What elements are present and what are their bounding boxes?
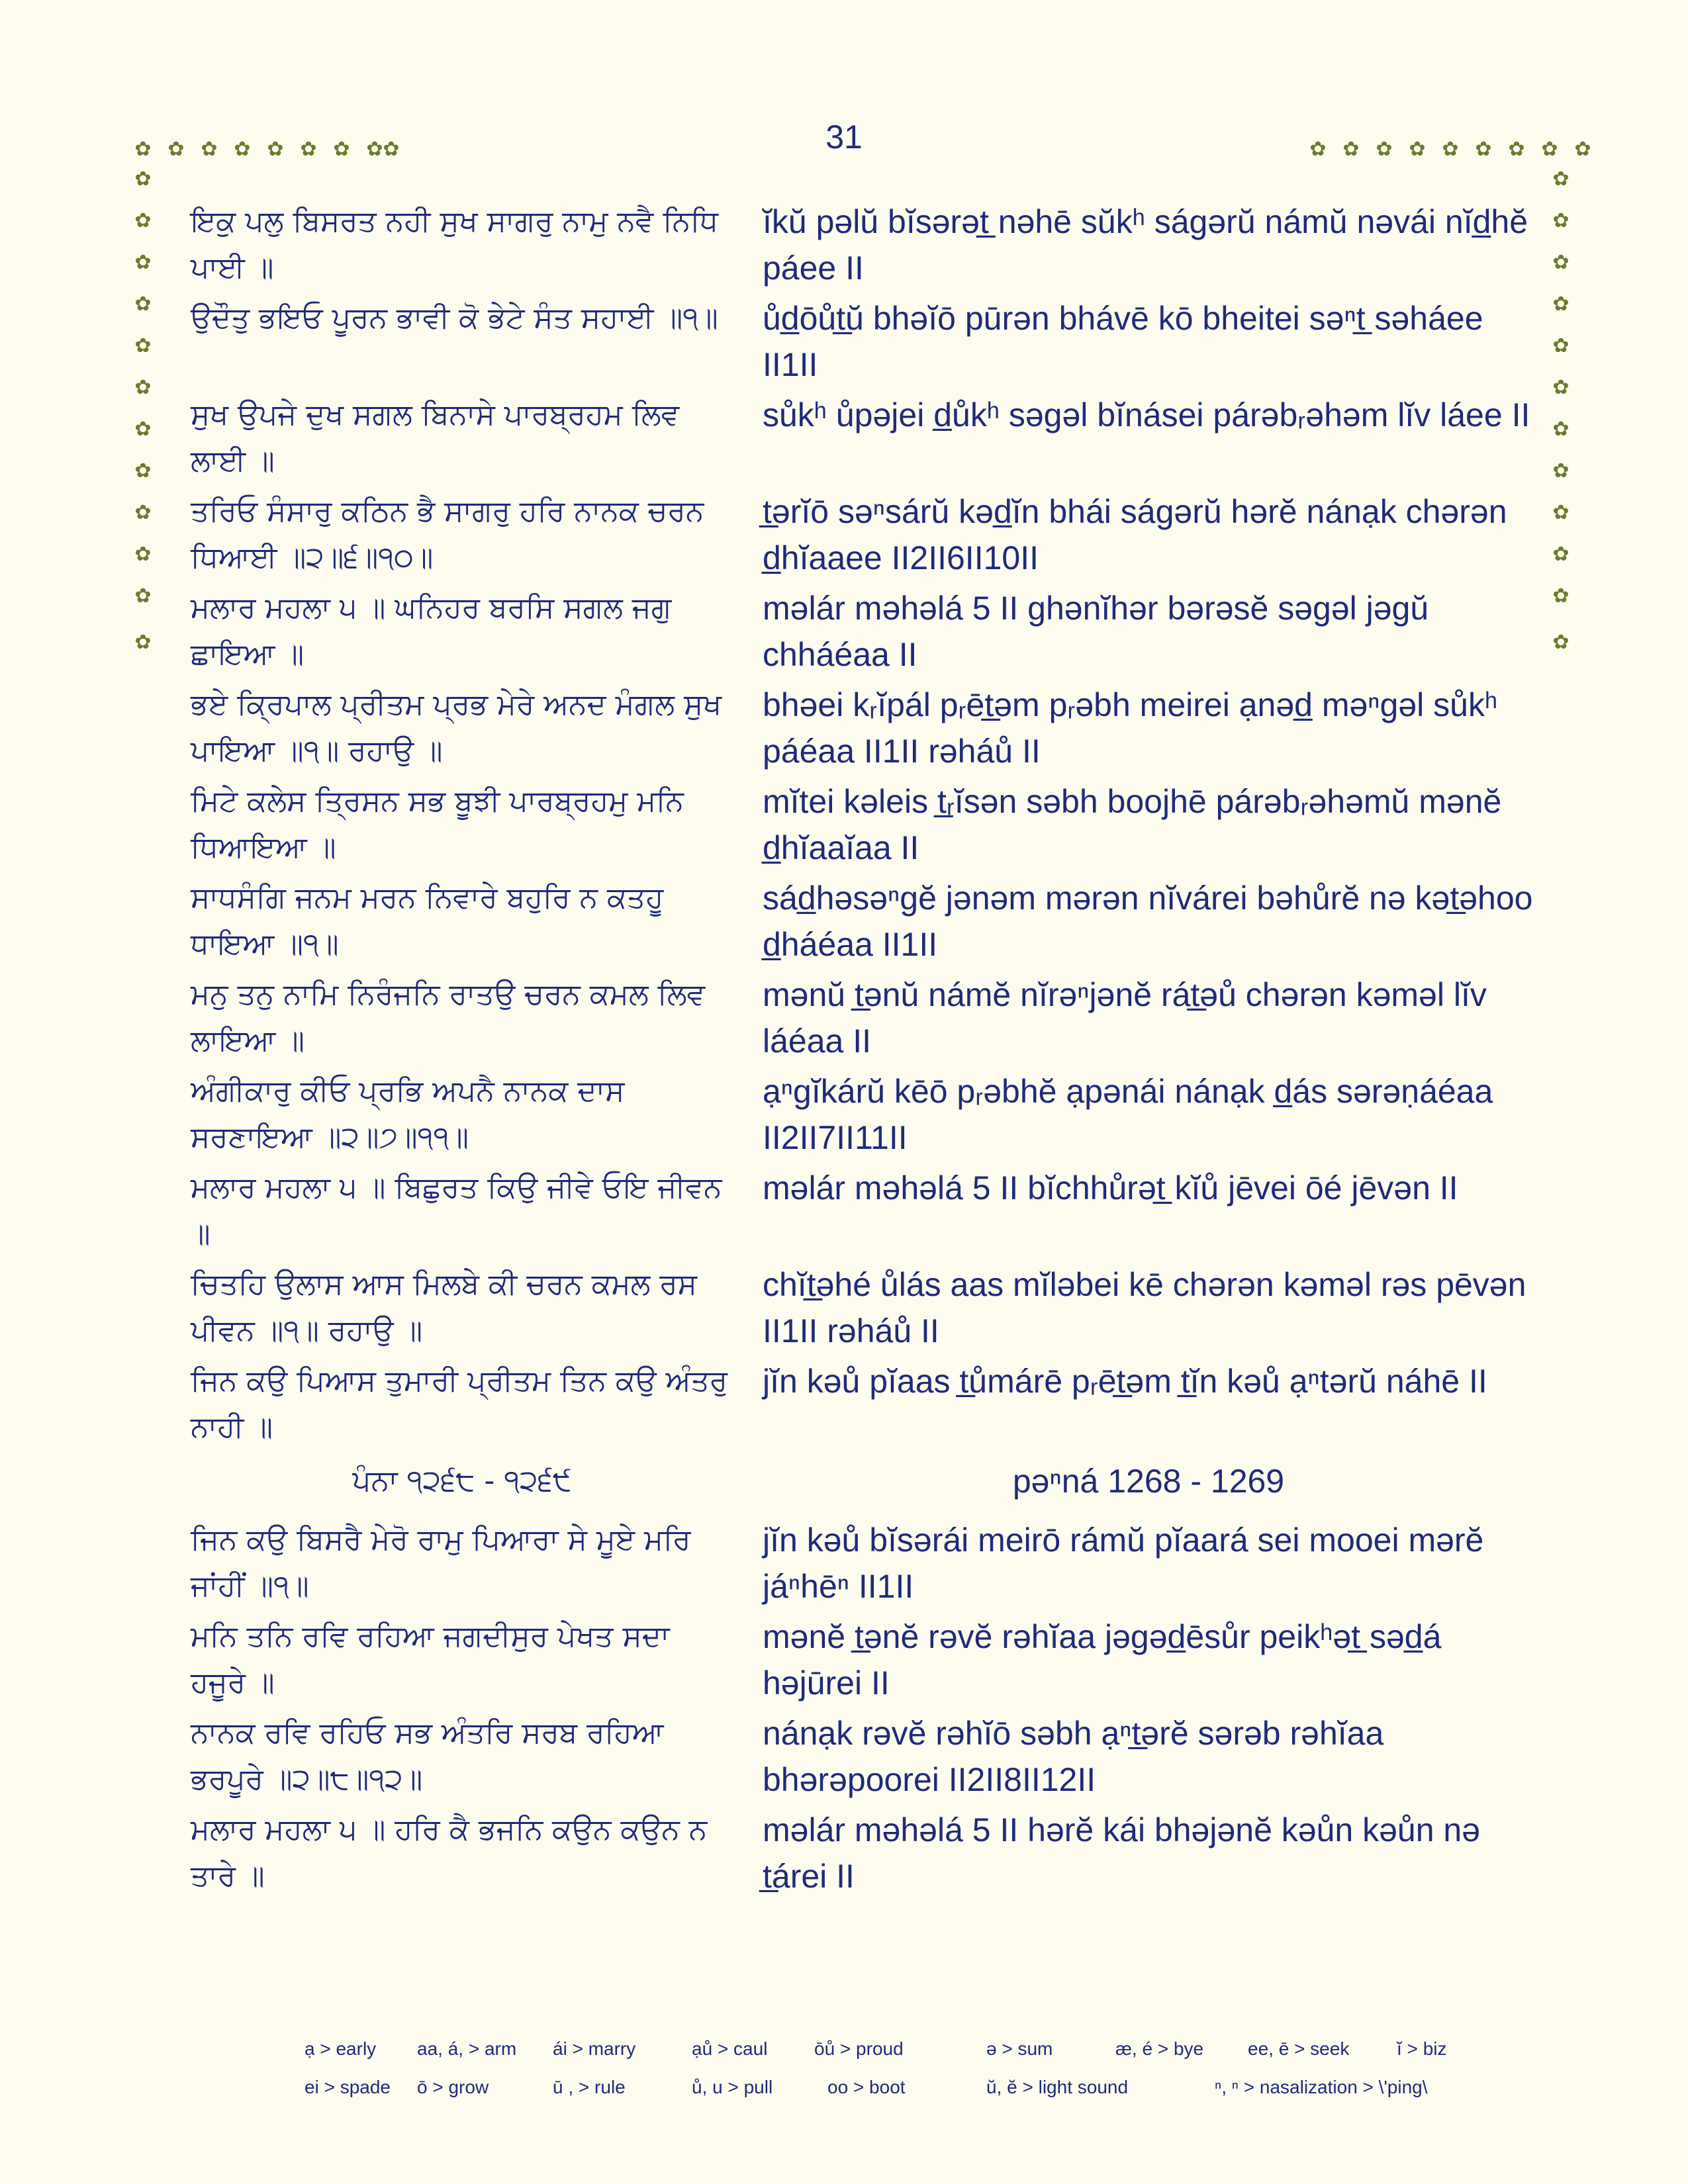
flower-ornament-icon: ✿ [1552,251,1570,274]
legend-item: ōů > proud [814,2038,904,2059]
verse-row [191,1710,1534,1803]
transliteration-line: mənĕ t̲ənĕ rəvĕ rəhĭaa jəgəd̲ēsůr peikʰət̲ səd̲á həjūrei II [763,1618,1442,1702]
gurmukhi-line: ਸਾਧਸੰਗਿ ਜਨਮ ਮਰਨ ਨਿਵਾਰੇ ਬਹੁਰਿ ਨ ਕਤਹੂ ਧਾਇਆ ॥੧॥ [191,881,664,961]
verse-row [191,1614,1534,1706]
gurmukhi-line: ਅੰਗੀਕਾਰੁ ਕੀਓ ਪ੍ਰਭਿ ਅਪਨੈ ਨਾਨਕ ਦਾਸ ਸਰਣਾਇਆ ॥੨॥੭॥੧੧॥ [191,1074,625,1154]
legend-item: ů, u > pull [692,2077,773,2097]
page-reference-row [191,1455,1534,1508]
verse-row [191,392,1534,484]
transliteration-line: ạⁿgĭkárŭ kēō pᵣəbhĕ ạpənái nánạk d̲ás sərəṇáéaa II2II7II11II [763,1073,1493,1156]
transliteration-line: sůkʰ ůpəjei d̲ůkʰ səgəl bĭnásei párəbᵣəhəm lĭv láee II [763,396,1530,433]
flower-ornament-icon: ✿ [1552,376,1570,399]
verse-row [191,1068,1534,1161]
flower-ornament-icon: ✿ [1552,543,1570,566]
verse-row [191,199,1534,291]
flower-ornament-icon: ✿ [1508,138,1525,161]
verse-row [191,972,1534,1064]
legend-item: ei > spade [305,2077,391,2097]
flower-ornament-icon: ✿ [134,167,152,191]
gurmukhi-line: ਇਕੁ ਪਲੁ ਬਿਸਰਤ ਨਹੀ ਸੁਖ ਸਾਗਰੁ ਨਾਮੁ ਨਵੈ ਨਿਧਿ ਪਾਈ ॥ [191,205,719,285]
flower-ornament-icon: ✿ [134,251,152,274]
transliteration-line: mənŭ t̲ənŭ námĕ nĭrəⁿjənĕ rát̲əů chərən kəməl lĭv láéaa II [763,976,1487,1060]
transliteration-line: mĭtei kəleis t̲ᵣĭsən səbh boojhē párəbᵣəhəmŭ mənĕ d̲hĭaaĭaa II [763,783,1502,866]
gurmukhi-line: ਤਰਿਓ ਸੰਸਾਰੁ ਕਠਿਨ ਭੈ ਸਾਗਰੁ ਹਰਿ ਨਾਨਕ ਚਰਨ ਧਿਆਈ ॥੨॥੬॥੧੦॥ [191,494,704,574]
flower-ornament-icon: ✿ [134,459,152,482]
flower-ornament-icon: ✿ [1552,334,1570,357]
gurmukhi-line: ਭਏ ਕ੍ਰਿਪਾਲ ਪ੍ਰੀਤਮ ਪ੍ਰਭ ਮੇਰੇ ਅਨਦ ਮੰਗਲ ਸੁਖ ਪਾਇਆ ॥੧॥ ਰਹਾਉ ॥ [191,688,722,768]
flower-ornament-icon: ✿ [167,138,185,161]
flower-ornament-icon: ✿ [201,138,218,161]
transliteration-line: ůd̲ōůt̲ŭ bhəĭō pūrən bhávē kō bheitei səⁿt̲ səháee II1II [763,300,1483,383]
flower-ornament-icon: ✿ [1541,138,1558,161]
flower-ornament-icon: ✿ [134,543,152,566]
flower-ornament-icon: ✿ [1442,138,1459,161]
transliteration-line: jĭn kəů bĭsərái meirō rámŭ pĭaará sei mooei mərĕ jáⁿhēⁿ II1II [763,1522,1484,1605]
legend-item: ee, ē > seek [1248,2038,1350,2059]
flower-ornament-icon: ✿ [1309,138,1327,161]
verse-row [191,875,1534,968]
flower-ornament-icon: ✿ [134,293,152,316]
transliteration-line: sád̲həsəⁿgĕ jənəm mərən nĭvárei bəhůrĕ nə kət̲əhoo d̲háéaa II1II [763,880,1533,963]
flower-ornament-icon: ✿ [267,138,284,161]
flower-ornament-icon: ✿ [134,418,152,441]
verse-content [191,199,1534,1903]
legend-item: oo > boot [827,2077,906,2097]
gurmukhi-line: ਮਲਾਰ ਮਹਲਾ ੫ ॥ ਹਰਿ ਕੈ ਭਜਨਿ ਕਉਨ ਕਉਨ ਨ ਤਾਰੇ ॥ [191,1813,708,1893]
flower-ornament-icon: ✿ [1552,631,1570,654]
transliteration-line: nánạk rəvĕ rəhĭō səbh ạⁿt̲ərĕ sərəb rəhĭaa bhərəpoorei II2II8II12II [763,1715,1384,1798]
flower-ornament-icon: ✿ [134,209,152,232]
legend-row [305,2038,1496,2077]
legend-item: aa, á, > arm [417,2038,517,2059]
flower-ornament-icon: ✿ [1342,138,1360,161]
flower-ornament-icon: ✿ [1552,501,1570,524]
gurmukhi-line: ਮਲਾਰ ਮਹਲਾ ੫ ॥ ਘਨਿਹਰ ਬਰਸਿ ਸਗਲ ਜਗੁ ਛਾਇਆ ॥ [191,591,672,671]
gurmukhi-line: ਮਲਾਰ ਮਹਲਾ ੫ ॥ ਬਿਛੁਰਤ ਕਿਉ ਜੀਵੇ ਓਇ ਜੀਵਨ ॥ [191,1171,722,1251]
flower-ornament-icon: ✿ [134,138,152,161]
page-reference-gurmukhi: ਪੰਨਾ ੧੨੬੮ - ੧੨੬੯ [352,1464,572,1498]
verse-row [191,585,1534,678]
flower-ornament-icon: ✿ [1552,167,1570,191]
legend-item: ĭ > biz [1397,2038,1447,2059]
gurmukhi-line: ਜਿਨ ਕਉ ਬਿਸਰੈ ਮੇਰੋ ਰਾਮੁ ਪਿਆਰਾ ਸੇ ਮੂਏ ਮਰਿ ਜਾਂਹੀਂ ॥੧॥ [191,1523,691,1603]
flower-ornament-icon: ✿ [1552,293,1570,316]
gurmukhi-line: ਉਦੌਤੁ ਭਇਓ ਪੂਰਨ ਭਾਵੀ ਕੋ ਭੇਟੇ ਸੰਤ ਸਹਾਈ ॥੧॥ [191,301,718,335]
verse-row [191,778,1534,871]
pronunciation-legend [305,2038,1496,2115]
transliteration-line: bhəei kᵣĭpál pᵣēt̲əm pᵣəbh meirei ạnəd̲ məⁿgəl sůkʰ páéaa II1II rəháů II [763,686,1498,770]
gurmukhi-line: ਮਨਿ ਤਨਿ ਰਵਿ ਰਹਿਆ ਜਗਦੀਸੁਰ ਪੇਖਤ ਸਦਾ ਹਜੂਰੇ ॥ [191,1619,670,1700]
gurmukhi-line: ਨਾਨਕ ਰਵਿ ਰਹਿਓ ਸਭ ਅੰਤਰਿ ਸਰਬ ਰਹਿਆ ਭਰਪੂਰੇ ॥੨॥੮॥੧੨॥ [191,1716,664,1796]
legend-item: ū , > rule [553,2077,626,2097]
legend-item: ạů > caul [692,2038,768,2059]
verse-row [191,1165,1534,1257]
flower-ornament-icon: ✿ [1552,584,1570,608]
flower-ornament-icon: ✿ [300,138,317,161]
legend-item: ŭ, ĕ > light sound [986,2077,1129,2097]
flower-ornament-icon: ✿ [134,501,152,524]
verse-row [191,295,1534,388]
legend-item: æ, é > bye [1115,2038,1204,2059]
flower-ornament-icon: ✿ [1574,138,1591,161]
legend-item: ⁿ, ⁿ > nasalization > \'ping\ [1215,2077,1428,2097]
transliteration-line: məlár məhəlá 5 II hərĕ kái bhəjənĕ kəůn kəůn nə t̲árei II [763,1811,1481,1895]
gurmukhi-line: ਸੁਖ ਉਪਜੇ ਦੁਖ ਸਗਲ ਬਿਨਾਸੇ ਪਾਰਬ੍ਰਹਮ ਲਿਵ ਲਾਈ ॥ [191,398,680,478]
flower-ornament-icon: ✿ [366,138,383,161]
transliteration-line: məlár məhəlá 5 II bĭchhůrət̲ kĭů jēvei ōé jēvən II [763,1169,1458,1206]
transliteration-line: chĭt̲əhé ůlás aas mĭləbei kē chərən kəməl rəs pēvən II1II rəháů II [763,1266,1526,1349]
flower-ornament-icon: ✿ [234,138,251,161]
verse-row [191,488,1534,581]
verse-row [191,1358,1534,1451]
transliteration-line: t̲ərĭō səⁿsárŭ kəd̲ĭn bhái ságərŭ hərĕ nánạk chərən d̲hĭaaee II2II6II10II [763,493,1507,576]
verse-row [191,1807,1534,1899]
legend-row [305,2077,1496,2115]
flower-ornament-icon: ✿ [1552,209,1570,232]
legend-item: ái > marry [553,2038,636,2059]
flower-ornament-icon: ✿ [1376,138,1393,161]
flower-ornament-icon: ✿ [383,138,400,161]
flower-ornament-icon: ✿ [1552,459,1570,482]
flower-ornament-icon: ✿ [1409,138,1426,161]
flower-ornament-icon: ✿ [134,584,152,608]
transliteration-line: məlár məhəlá 5 II ghənĭhər bərəsĕ səgəl jəgŭ chháéaa II [763,590,1429,673]
flower-ornament-icon: ✿ [134,631,152,654]
verse-row [191,1517,1534,1610]
transliteration-line: jĭn kəů pĭaas t̲ůmárē pᵣēt̲əm t̲ĭn kəů ạⁿtərŭ náhē II [763,1363,1487,1400]
flower-ornament-icon: ✿ [134,376,152,399]
gurmukhi-line: ਜਿਨ ਕਉ ਪਿਆਸ ਤੁਮਾਰੀ ਪ੍ਰੀਤਮ ਤਿਨ ਕਉ ਅੰਤਰੁ ਨਾਹੀ ॥ [191,1364,728,1444]
page-number: 31 [825,118,863,156]
page-reference-transliteration: pəⁿná 1268 - 1269 [1012,1463,1285,1500]
verse-row [191,682,1534,774]
gurmukhi-line: ਮਨੁ ਤਨੁ ਨਾਮਿ ਨਿਰੰਜਨਿ ਰਾਤਉ ਚਰਨ ਕਮਲ ਲਿਵ ਲਾਇਆ ॥ [191,978,705,1058]
gurmukhi-line: ਚਿਤਹਿ ਉਲਾਸ ਆਸ ਮਿਲਬੇ ਕੀ ਚਰਨ ਕਮਲ ਰਸ ਪੀਵਨ ॥੧॥ ਰਹਾਉ ॥ [191,1267,697,1347]
gurmukhi-line: ਮਿਟੇ ਕਲੇਸ ਤ੍ਰਿਸਨ ਸਭ ਬੂਝੀ ਪਾਰਬ੍ਰਹਮੁ ਮਨਿ ਧਿਆਇਆ ॥ [191,784,684,864]
verse-row [191,1261,1534,1354]
flower-ornament-icon: ✿ [333,138,350,161]
flower-ornament-icon: ✿ [134,334,152,357]
transliteration-line: ĭkŭ pəlŭ bĭsərət̲ nəhē sŭkʰ ságərŭ námŭ nəvái nĭd̲hĕ páee II [763,203,1528,287]
flower-ornament-icon: ✿ [1475,138,1492,161]
legend-item: ō > grow [417,2077,489,2097]
flower-ornament-icon: ✿ [1552,418,1570,441]
legend-item: ə > sum [986,2038,1053,2059]
legend-item: ạ > early [305,2038,377,2059]
